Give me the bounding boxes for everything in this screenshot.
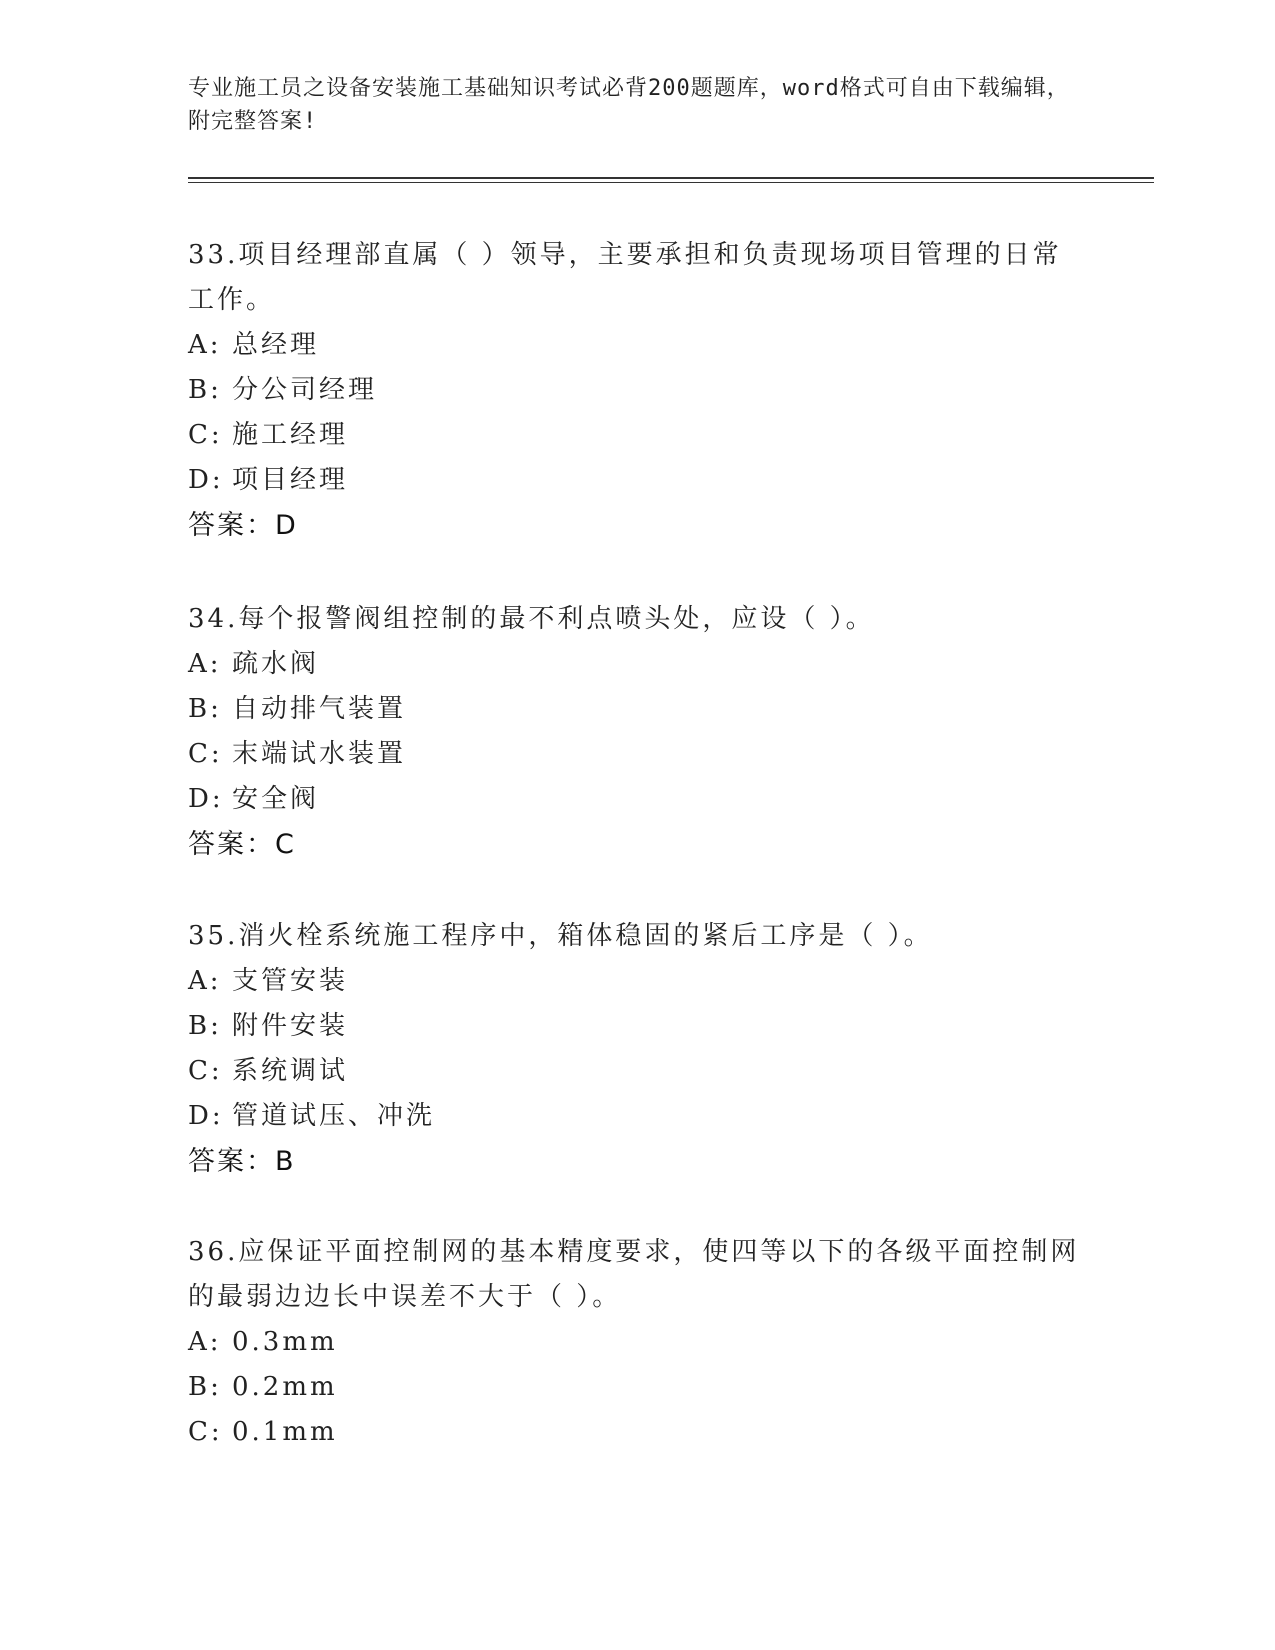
- option-key: B:: [188, 694, 222, 724]
- option-text: 管道试压、冲洗: [232, 1101, 436, 1131]
- option-text: 0.1mm: [232, 1417, 338, 1447]
- option-b: [188, 1004, 1088, 1049]
- option-text: 项目经理: [232, 465, 349, 495]
- option-text: 疏水阀: [232, 649, 320, 679]
- option-text: 支管安装: [232, 966, 349, 996]
- option-key: C:: [188, 1056, 223, 1086]
- option-text: 总经理: [232, 330, 320, 360]
- option-text: 施工经理: [232, 420, 349, 450]
- option-d: [188, 458, 1088, 503]
- option-key: D:: [188, 784, 224, 814]
- option-key: A:: [188, 649, 222, 679]
- question-34: [188, 597, 1088, 867]
- option-key: C:: [188, 420, 223, 450]
- question-35: [188, 914, 1088, 1184]
- option-b: [188, 368, 1088, 413]
- option-b: [188, 687, 1088, 732]
- option-c: [188, 1410, 1088, 1455]
- option-key: D:: [188, 1101, 224, 1131]
- option-c: [188, 732, 1088, 777]
- option-a: [188, 1320, 1088, 1365]
- option-key: B:: [188, 375, 222, 405]
- option-key: B:: [188, 1011, 222, 1041]
- question-stem: 33.项目经理部直属（ ）领导，主要承担和负责现场项目管理的日常工作。: [188, 240, 1062, 315]
- option-d: [188, 777, 1088, 822]
- option-c: [188, 1049, 1088, 1094]
- answer-label: 答案：D: [188, 510, 298, 541]
- option-key: D:: [188, 465, 224, 495]
- option-a: [188, 959, 1088, 1004]
- option-key: A:: [188, 966, 222, 996]
- option-text: 自动排气装置: [232, 694, 407, 724]
- option-key: C:: [188, 1417, 223, 1447]
- option-d: [188, 1094, 1088, 1139]
- option-text: 安全阀: [232, 784, 320, 814]
- option-a: [188, 642, 1088, 687]
- header-divider-thick: [188, 177, 1154, 179]
- option-text: 末端试水装置: [232, 739, 407, 769]
- document-header-title: 专业施工员之设备安装施工基础知识考试必背200题题库，word格式可自由下载编辑，附完整答案!: [188, 76, 1070, 134]
- option-text: 0.3mm: [232, 1327, 338, 1357]
- question-33: [188, 233, 1088, 548]
- option-key: A:: [188, 1327, 222, 1357]
- question-stem: 35.消火栓系统施工程序中，箱体稳固的紧后工序是（ ）。: [188, 921, 933, 951]
- option-text: 附件安装: [232, 1011, 349, 1041]
- option-key: B:: [188, 1372, 222, 1402]
- option-key: A:: [188, 330, 222, 360]
- option-c: [188, 413, 1088, 458]
- answer-label: 答案：B: [188, 1146, 296, 1177]
- option-text: 分公司经理: [232, 375, 378, 405]
- question-stem: 36.应保证平面控制网的基本精度要求，使四等以下的各级平面控制网的最弱边边长中误差不大于（ ）。: [188, 1237, 1080, 1312]
- option-b: [188, 1365, 1088, 1410]
- option-text: 系统调试: [232, 1056, 349, 1086]
- question-stem: 34.每个报警阀组控制的最不利点喷头处，应设（ ）。: [188, 604, 875, 634]
- option-a: [188, 323, 1088, 368]
- answer-label: 答案：C: [188, 829, 296, 860]
- header-divider-thin: [188, 182, 1154, 183]
- option-key: C:: [188, 739, 223, 769]
- option-text: 0.2mm: [232, 1372, 338, 1402]
- question-36: [188, 1230, 1088, 1455]
